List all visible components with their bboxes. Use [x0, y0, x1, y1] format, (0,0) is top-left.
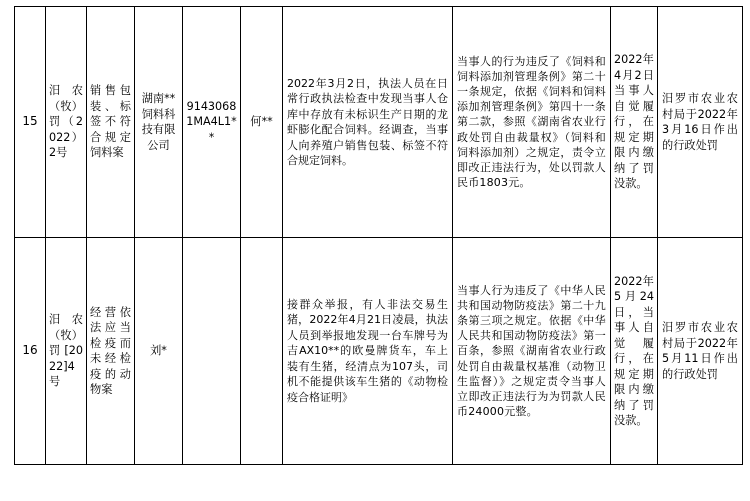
document-number-cell: [46, 238, 87, 465]
penalty-basis-cell: [453, 7, 611, 238]
case-name: 销售包装、标签不符合规定饲料案: [90, 84, 131, 160]
violation-facts-cell: [283, 238, 453, 465]
document-number: 汨农（牧）罚（2022）2号: [49, 84, 83, 160]
violation-facts-cell: [283, 7, 453, 238]
performance-status: 2022年4月2日当事人自觉履行，在规定期限内缴纳了罚没款。: [614, 53, 654, 191]
credit-code-cell: [183, 7, 241, 238]
record-number: 16: [22, 343, 38, 358]
performance-cell: [611, 238, 658, 465]
party-name-cell: [135, 238, 183, 465]
case-name-cell: [87, 7, 135, 238]
penalty-basis-cell: [453, 238, 611, 465]
legal-representative-cell: [241, 7, 283, 238]
violation-facts: 接群众举报，有人非法交易生猪，2022年4月21日凌晨，执法人员到举报地发现一台车牌号为吉AX10**的欧曼牌货车，车上装有生猪，经清点为107头，司机不能提供该车生猪的《动物检疫合格证明》: [287, 297, 448, 404]
record-number-cell: [15, 7, 46, 238]
performance-cell: [611, 7, 658, 238]
case-name-cell: [87, 238, 135, 465]
case-name: 经营依法应当检疫而未经检疫的动物案: [90, 305, 131, 396]
record-number-cell: [15, 238, 46, 465]
violation-facts: 2022年3月2日，执法人员在日常行政执法检查中发现当事人仓库中存放有未标识生产日期的龙虾膨化配合饲料。经调查，当事人向养殖户销售包装、标签不符合规定饲料。: [287, 76, 448, 167]
document-number: 汨农（牧）罚[2022]4号: [49, 313, 83, 389]
performance-status: 2022年5月24日，当事人自觉履行，在规定期限内缴纳了罚没款。: [614, 274, 654, 427]
credit-code-cell: [183, 238, 241, 465]
table-row: [15, 7, 743, 238]
party-name-cell: [135, 7, 183, 238]
decision-authority: 汨罗市农业农村局于2022年3月16日作出的行政处罚: [662, 92, 738, 152]
table-row: [15, 238, 743, 465]
party-name: 刘*: [150, 344, 167, 358]
decision-authority-cell: [658, 7, 743, 238]
legal-representative: 何**: [250, 115, 273, 129]
party-name: 湖南**饲料科技有限公司: [141, 92, 176, 152]
document-number-cell: [46, 7, 87, 238]
penalty-records-table: [14, 6, 743, 465]
credit-code: 91430681MA4L1**: [186, 99, 237, 144]
record-number: 15: [22, 114, 38, 129]
decision-authority-cell: [658, 238, 743, 465]
penalty-basis-and-result: 当事人行为违反了《中华人民共和国动物防疫法》第二十九条第三项之规定。依据《中华人民共和国动物防疫法》第一百条，参照《湖南省农业行政处罚自由裁量权基准（动物卫生监督）》之规定责令当事人立即改正违法行为为罚款人民币24000元整。: [457, 283, 606, 419]
legal-representative-cell: [241, 238, 283, 465]
penalty-basis-and-result: 当事人的行为违反了《饲料和饲料添加剂管理条例》第二十一条规定，依据《饲料和饲料添加剂管理条例》第四十一条第二款，参照《湖南省农业行政处罚自由裁量权》（饲料和饲料添加剂）之规定，责令立即改正违法行为，处以罚款人民币1803元。: [457, 54, 606, 190]
decision-authority: 汨罗市农业农村局于2022年5月11日作出的行政处罚: [662, 321, 738, 381]
